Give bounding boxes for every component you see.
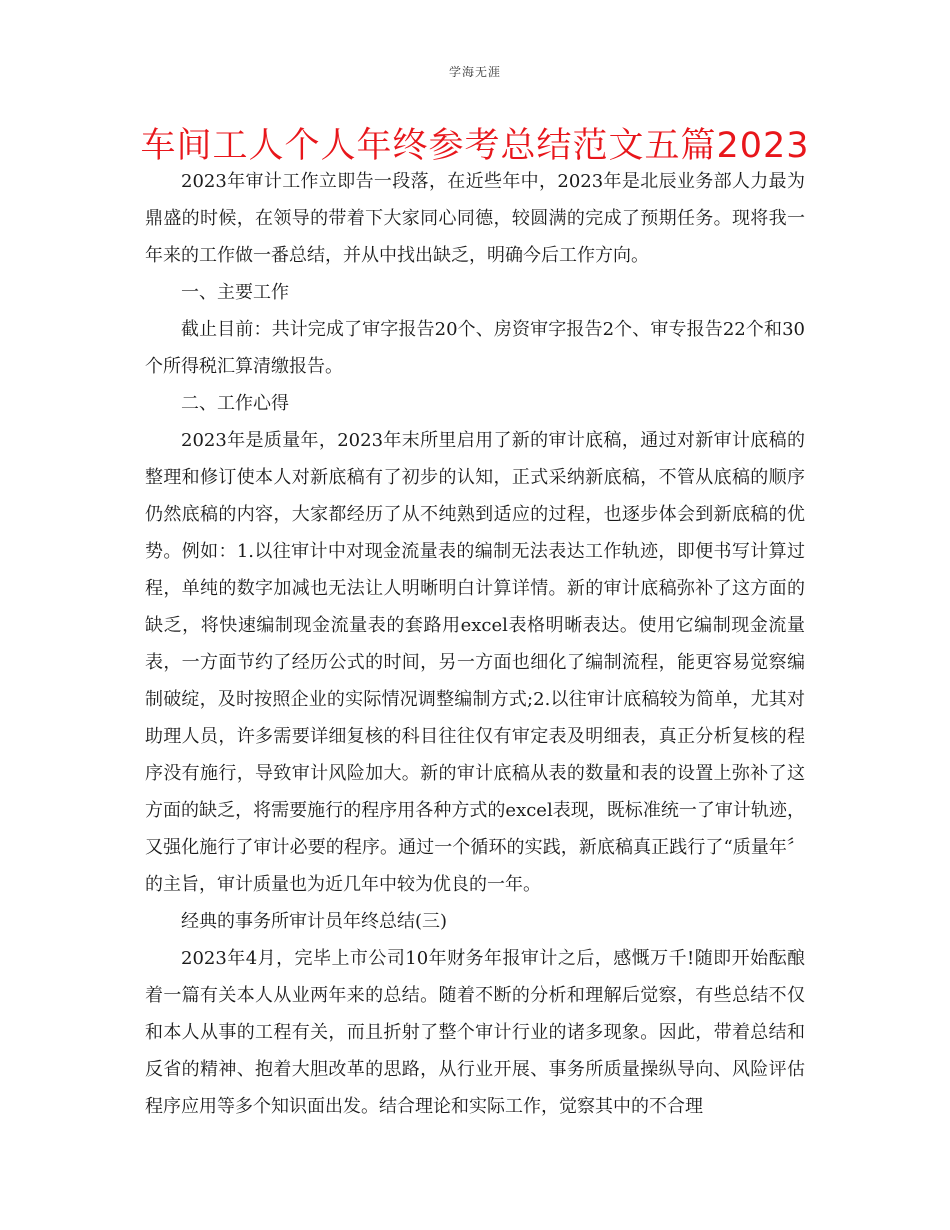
section-heading-summary-three: 经典的事务所审计员年终总结(三) bbox=[181, 911, 448, 932]
paragraph-intro: 2023年审计工作立即告一段落，在近些年中，2023年是北辰业务部人力最为鼎盛的时候，在领导的带着下大家同心同德，较圆满的完成了预期任务。现将我一年来的工作做一番总结，并从中找出缺乏，明确今后工作方向。 bbox=[145, 171, 805, 266]
section-heading-main-work: 一、主要工作 bbox=[181, 282, 289, 303]
paragraph-summary-three: 2023年4月，完毕上市公司10年财务年报审计之后，感慨万千!随即开始酝酿着一篇有关本人从业两年来的总结。随着不断的分析和理解后觉察，有些总结不仅和本人从事的工程有关，而且折射了整个审计行业的诸多现象。因此，带着总结和反省的精神、抱着大胆改革的思路，从行业开展、事务所质量操纵导向、风险评估程序应用等多个知识面出发。结合理论和实际工作，觉察其中的不合理 bbox=[145, 948, 805, 1117]
document-body bbox=[145, 163, 805, 1125]
section-heading-work-insights: 二、工作心得 bbox=[181, 393, 289, 414]
page-header: 学海无涯 bbox=[448, 65, 501, 79]
paragraph-work-insights: 2023年是质量年，2023年末所里启用了新的审计底稿，通过对新审计底稿的整理和修订使本人对新底稿有了初步的认知，正式采纳新底稿，不管从底稿的顺序仍然底稿的内容，大家都经历了从不纯熟到适应的过程，也逐步体会到新底稿的优势。例如：1.以往审计中对现金流量表的编制无法表达工作轨迹，即便书写计算过程，单纯的数字加减也无法让人明晰明白计算详情。新的审计底稿弥补了这方面的缺乏，将快速编制现金流量表的套路用excel表格明晰表达。使用它编制现金流量表，一方面节约了经历公式的时间，另一方面也细化了编制流程，能更容易觉察编制破绽，及时按照企业的实际情况调整编制方式;2.以往审计底稿较为简单，尤其对助理人员，许多需要详细复核的科目往往仅有审定表及明细表，真正分析复核的程序没有施行，导致审计风险加大。新的审计底稿从表的数量和表的设置上弥补了这方面的缺乏，将需要施行的程序用各种方式的excel表现，既标准统一了审计轨迹，又强化施行了审计必要的程序。通过一个循环的实践，新底稿真正践行了“质量年〞的主旨，审计质量也为近几年中较为优良的一年。 bbox=[145, 430, 805, 895]
paragraph-main-work: 截止目前：共计完成了审字报告20个、房资审字报告2个、审专报告22个和30个所得税汇算清缴报告。 bbox=[145, 319, 805, 377]
document-title: 车间工人个人年终参考总结范文五篇2023 bbox=[140, 126, 810, 166]
